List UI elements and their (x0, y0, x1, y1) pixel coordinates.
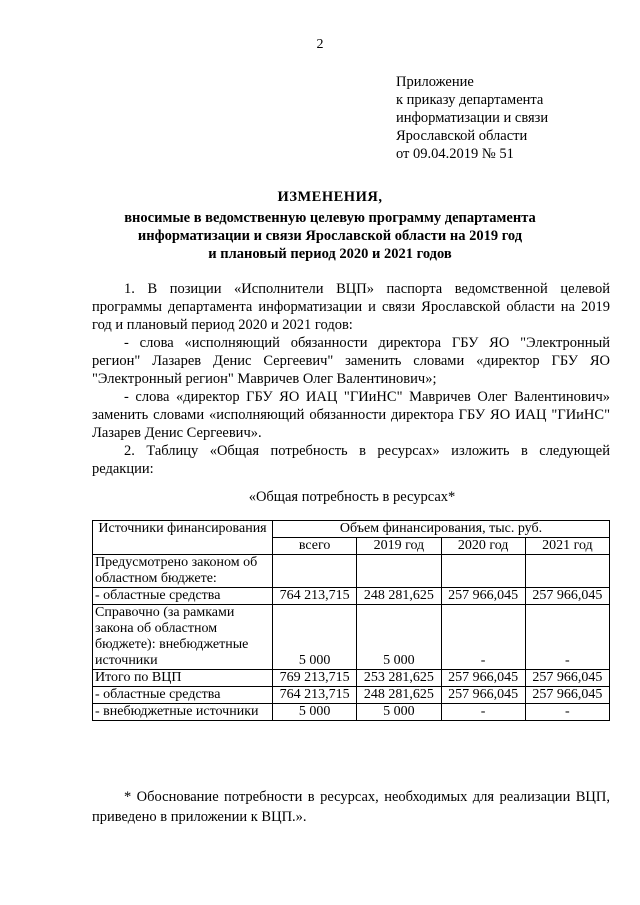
cell-value: 764 213,715 (273, 588, 357, 605)
document-heading (60, 188, 600, 263)
paragraph: 2. Таблицу «Общая потребность в ресурсах» изложить в следующей редакции: (92, 443, 610, 477)
row-label: Справочно (за рамками закона об областном бюджете): внебюджетные источники (93, 605, 273, 670)
row-label: Предусмотрено законом об областном бюджете: (93, 555, 273, 588)
cell-value: - (525, 605, 609, 670)
cell-value: 5 000 (357, 605, 441, 670)
paragraph: - слова «исполняющий обязанности директора ГБУ ЯО "Электронный регион" Лазарев Денис Сергеевич" заменить словами «директор ГБУ ЯО "Электронный регион" Мавричев Олег Валентинович»; (92, 335, 610, 387)
cell-value: 5 000 (357, 704, 441, 721)
cell-value: 248 281,625 (357, 588, 441, 605)
heading-main: ИЗМЕНЕНИЯ, (277, 189, 383, 205)
appendix-line: информатизации и связи (396, 110, 549, 126)
resources-table (92, 520, 610, 721)
page-number: 2 (316, 37, 324, 52)
cell-value: 257 966,045 (441, 588, 525, 605)
header-volume: Объем финансирования, тыс. руб. (273, 521, 610, 538)
header-column: 2019 год (357, 538, 441, 555)
paragraph: 1. В позиции «Исполнители ВЦП» паспорта ведомственной целевой программы департамента информатизации и связи Ярославской области на 2019 год и плановый период 2020 и 2021 годов: (92, 281, 610, 333)
table-row (93, 687, 610, 704)
cell-value: - (441, 605, 525, 670)
cell-value: 257 966,045 (441, 687, 525, 704)
footnote-text: * Обоснование потребности в ресурсах, необходимых для реализации ВЦП, приведено в приложении к ВЦП.». (92, 789, 610, 825)
appendix-line: от 09.04.2019 № 51 (396, 146, 514, 162)
cell-value (357, 555, 441, 588)
footnote (92, 787, 610, 827)
appendix-line: Ярославской области (396, 128, 528, 144)
heading-line: вносимые в ведомственную целевую программу департамента (124, 210, 536, 226)
cell-value: 257 966,045 (525, 588, 609, 605)
row-label: - внебюджетные источники (93, 704, 273, 721)
table-title: «Общая потребность в ресурсах* (248, 489, 456, 505)
table-row (93, 605, 610, 670)
cell-value: - (525, 704, 609, 721)
header-column: 2021 год (525, 538, 609, 555)
row-label: - областные средства (93, 687, 273, 704)
cell-value: 257 966,045 (441, 670, 525, 687)
heading-line: и плановый период 2020 и 2021 годов (208, 246, 452, 262)
cell-value: 764 213,715 (273, 687, 357, 704)
header-column: 2020 год (441, 538, 525, 555)
appendix-line: Приложение (396, 74, 474, 90)
appendix-line: к приказу департамента (396, 92, 544, 108)
cell-value: 257 966,045 (525, 687, 609, 704)
cell-value: 5 000 (273, 605, 357, 670)
cell-value: - (441, 704, 525, 721)
cell-value: 253 281,625 (357, 670, 441, 687)
row-label: Итого по ВЦП (93, 670, 273, 687)
cell-value: 5 000 (273, 704, 357, 721)
body-text (92, 280, 610, 478)
table-row (93, 588, 610, 605)
row-label: - областные средства (93, 588, 273, 605)
table-header-row (93, 521, 610, 538)
heading-line: информатизации и связи Ярославской области на 2019 год (137, 228, 523, 244)
cell-value: 248 281,625 (357, 687, 441, 704)
appendix-block (396, 73, 548, 163)
table-row (93, 670, 610, 687)
cell-value (525, 555, 609, 588)
paragraph: - слова «директор ГБУ ЯО ИАЦ "ГИиНС" Мавричев Олег Валентинович» заменить словами «исполняющий обязанности директора ГБУ ЯО ИАЦ "ГИиНС" Лазарев Денис Сергеевич». (92, 389, 610, 441)
header-column: всего (273, 538, 357, 555)
table-row (93, 704, 610, 721)
table-row (93, 555, 610, 588)
cell-value (441, 555, 525, 588)
cell-value: 769 213,715 (273, 670, 357, 687)
header-source: Источники финансирования (93, 521, 273, 555)
cell-value: 257 966,045 (525, 670, 609, 687)
cell-value (273, 555, 357, 588)
